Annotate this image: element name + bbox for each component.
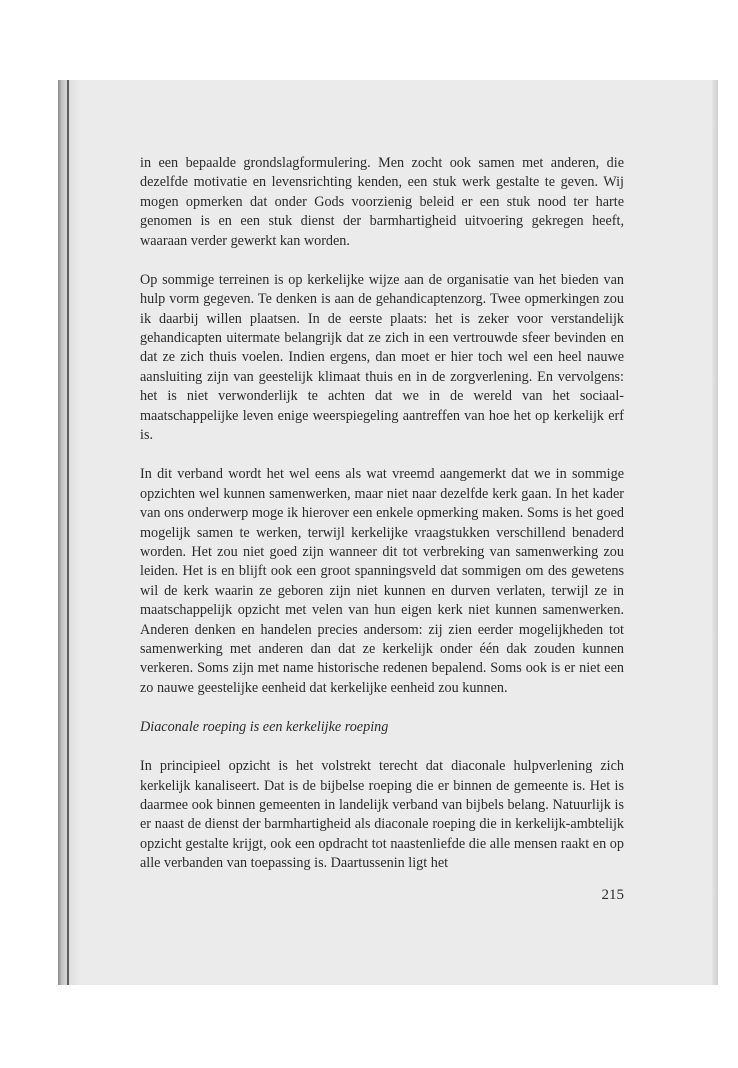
body-text — [140, 154, 624, 893]
paragraph-1: in een bepaalde grondslagformulering. Men zocht ook samen met anderen, die dezelfde motivatie en levensrichting kenden, een stuk werk gestalte te geven. Wij mogen opmerken dat onder Gods voorzienig beleid er een stuk nood ter harte genomen is en een stuk dienst der barmhartigheid uitvoering gekregen heeft, waaraan verder gewerkt kan worden. — [140, 155, 624, 249]
paragraph-2: Op sommige terreinen is op kerkelijke wijze aan de organisatie van het bieden van hulp vorm gegeven. Te denken is aan de gehandicaptenzorg. Twee opmerkingen zou ik daarbij willen plaatsen. In de eerste plaats: het is zeker voor verstandelijk gehandicapten uitermate belangrijk dat ze zich in een vertrouwde sfeer bevinden en dat ze zich thuis voelen. Indien ergens, dan moet er hier toch wel een heel nauwe aansluiting zijn van geestelijk klimaat thuis en in de zorgverlening. En vervolgens: het is niet verwonderlijk te achten dat we in de wereld van het sociaal-maatschappelijke leven enige weerspiegeling aantreffen van hoe het op kerkelijk erf is. — [140, 271, 624, 444]
binding-gutter-line — [67, 80, 69, 985]
paragraph-4: In principieel opzicht is het volstrekt terecht dat diaconale hulpverlening zich kerkelijk kanaliseert. Dat is de bijbelse roeping die er binnen de gemeente is. Het is daarmee ook binnen gemeenten in landelijk verband van bijbels belang. Natuurlijk is er naast de dienst der barmhartigheid als diaconale roeping die in kerkelijk-ambtelijk opzicht gestalte krijgt, ook een opdracht tot naastenliefde die alle mensen raakt en op alle verbanden van toepassing is. Daartussenin ligt het — [140, 758, 624, 872]
paragraph-3: In dit verband wordt het wel eens als wat vreemd aangemerkt dat we in sommige opzichten wel kunnen samenwerken, maar niet naar dezelfde kerk gaan. In het kader van ons onderwerp moge ik hierover een enkele opmerking maken. Soms is het goed mogelijk samen te werken, terwijl kerkelijke vraagstukken verschillend benaderd worden. Het zou niet goed zijn wanneer dit tot verbreking van samenwerking zou leiden. Het is en blijft ook een groot spanningsveld dat sommigen om des gewetens wil de kerk waarin ze geboren zijn niet kunnen en durven verlaten, terwijl ze in maatschappelijk opzicht met velen van hun eigen kerk niet kunnen samenwerken. Anderen denken en handelen precies andersom: zij zien eerder mogelijkheden tot samenwerking met anderen dan dat ze kerkelijk onder één dak zouden kunnen verkeren. Soms zijn met name historische redenen bepalend. Soms ook is er niet een zo nauwe geestelijke eenheid dat kerkelijke eenheid zou kunnen. — [140, 466, 624, 696]
page-number: 215 — [601, 887, 624, 903]
section-heading: Diaconale roeping is een kerkelijke roeping — [140, 718, 389, 735]
binding-gutter-shadow — [58, 80, 80, 985]
page-edge — [712, 80, 718, 985]
